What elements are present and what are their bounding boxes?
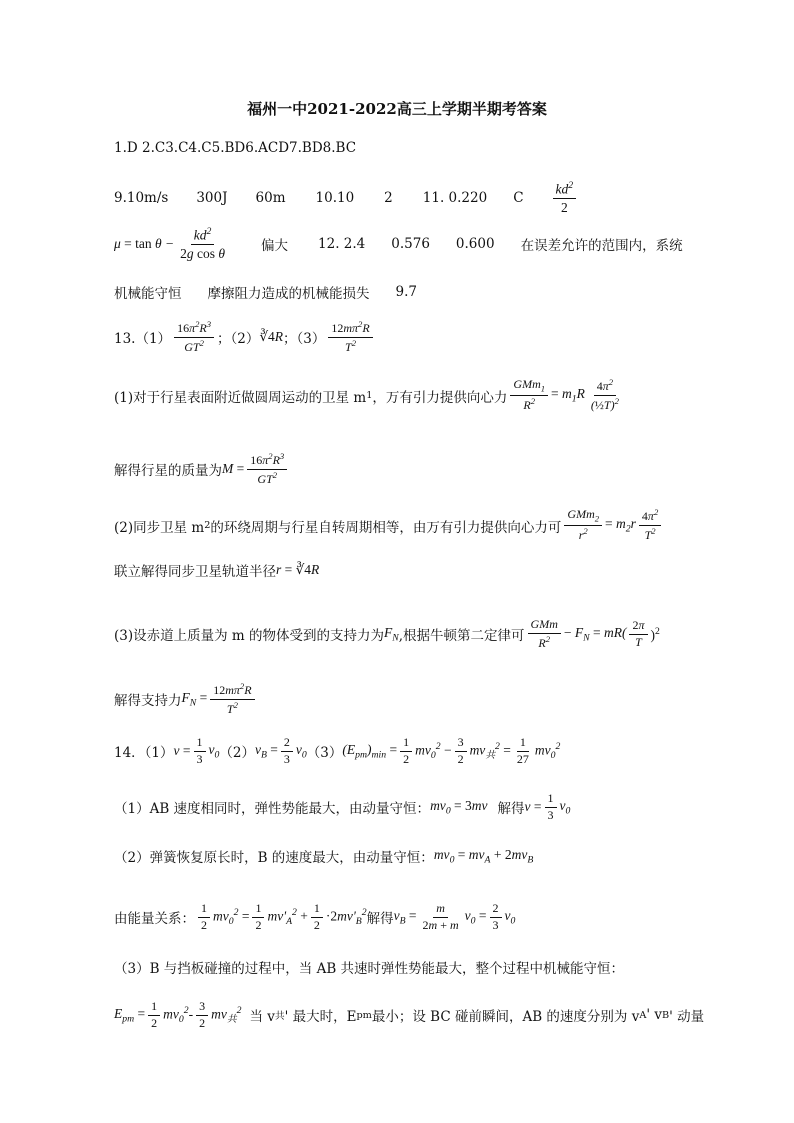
formula-mu: μ = tan θ −	[114, 235, 175, 251]
q14-step-2: （2）弹簧恢复原长时，B 的速度最大，由动量守恒： $mv_0 = mv_A + 2mv_B$	[114, 846, 534, 866]
answer-12-3: 0.600	[455, 235, 495, 252]
answer-9-2: 300J	[196, 189, 228, 206]
answer-12-7: 9.7	[395, 284, 417, 300]
answer-9-1: 9.10m/s	[114, 189, 169, 206]
answer-11-1: 11. 0.220	[422, 189, 488, 206]
answer-11-3: 偏大	[261, 237, 289, 254]
answer-12-1: 12. 2.4	[318, 235, 366, 252]
q14-step-5: $E_{pm}$ = $\frac{1}{2}$ $mv_0^2-$ $\frac{3}{2}$ $mv_共^2$ 当 v 共 ' 最大时，E pm 最小；设 BC 碰前瞬间，AB 的速度分别为 v A ' v B ' 动量	[114, 999, 705, 1030]
page-title: 福州一中2021-2022高三上学期半期考答案	[247, 100, 547, 118]
q14-step-3: 由能量关系： $\frac{1}{2}$ $mv_0^2$ = $\frac{1}{2}$ $mv'_A^2$ + $\frac{1}{2}$ $\cdot 2mv'_B^2$ 解得 $v_B$ = $\frac{m}{2m + m}$ $v_0$ = $\frac{2}{3}$ $v_0$	[114, 901, 516, 932]
q14-summary: 14．（1） v = $\frac{1}{3}$ $v_0$ （2） $v_B$ = $\frac{2}{3}$ $v_0$ （3） $(E_{pm})_{min}$ = $\frac{1}{2}$ $mv_0^2$ − $\frac{3}{2}$ $mv_共^2$ = $\frac{1}{27}$ $mv_0^2$	[114, 735, 561, 766]
formula-kd2-over-2: $\frac{kd^2}{2}$	[553, 180, 577, 216]
answer-10-1: 10.10	[315, 189, 355, 206]
q13-step-4: 联立解得同步卫星轨道半径 r = ∛4R	[114, 562, 320, 580]
answer-12-2: 0.576	[391, 235, 430, 252]
answer-12-4: 在误差允许的范围内，系统	[520, 237, 683, 254]
q14-step-1: （1）AB 速度相同时，弹性势能最大，由动量守恒： $mv_0 = 3mv$ 解得 v = $\frac{1}{3}$ $v_0$	[114, 791, 571, 822]
q13-step-6: 解得支持力 $F_N$ = $\frac{12m\pi^2R}{T^2}$	[114, 682, 258, 717]
q13-step-3: (2)同步卫星 m 2 的环绕周期与行星自转周期相等，由万有引力提供向心力可 $\frac{GMm_2}{r^2}$ = $m_2r$ $\frac{4\pi^2}{T^2}$	[114, 508, 664, 543]
answer-11-2: C	[513, 189, 524, 206]
q13-step-2: 解得行星的质量为 M = $\frac{16\pi^2R^3}{GT^2}$	[114, 452, 290, 487]
mc-answers-text: 1.D 2.C3.C4.C5.BD6.ACD7.BD8.BC	[114, 140, 357, 156]
q13-step-5: (3)设赤道上质量为 m 的物体受到的支持力为 $F_N$ ,根据牛顿第二定律可 $\frac{\text{GMm}}{R^2}$ − $F_N = mR$( $\frac{2\pi}{T}$ )$^2$	[114, 617, 660, 650]
fill-answers-line-3	[114, 282, 417, 302]
answer-10-2: 2	[384, 189, 393, 206]
q14-step-4: （3）B 与挡板碰撞的过程中，当 AB 共速时弹性势能最大，整个过程中机械能守恒：	[114, 961, 625, 977]
answer-9-3: 60m	[255, 189, 286, 206]
mc-answers	[114, 140, 356, 156]
fill-answers-line-2: μ = tan θ − $\frac{kd^2}{\text{2g cos θ}}$ 偏大 12. 2.4 0.576 0.600 在误差允许的范围内，系统	[114, 226, 683, 262]
q13-step-1: (1)对于行星表面附近做圆周运动的卫星 m 1 ，万有引力提供向心力 $\frac{GMm_1}{R^2}$ = $m_1R$ $\frac{4\pi^2}{(\frac{1}{2}T)^2}$	[114, 377, 619, 413]
q13-summary: 13.（1） $\frac{16\pi^2R^3}{GT^2}$ ；（2） ∛4R ；（3） $\frac{12m\pi^2R}{T^2}$	[114, 320, 376, 355]
fill-answers-line-1	[114, 180, 579, 216]
answer-12-5: 机械能守恒	[114, 286, 182, 302]
answer-12-6: 摩擦阻力造成的机械能损失	[207, 286, 370, 302]
